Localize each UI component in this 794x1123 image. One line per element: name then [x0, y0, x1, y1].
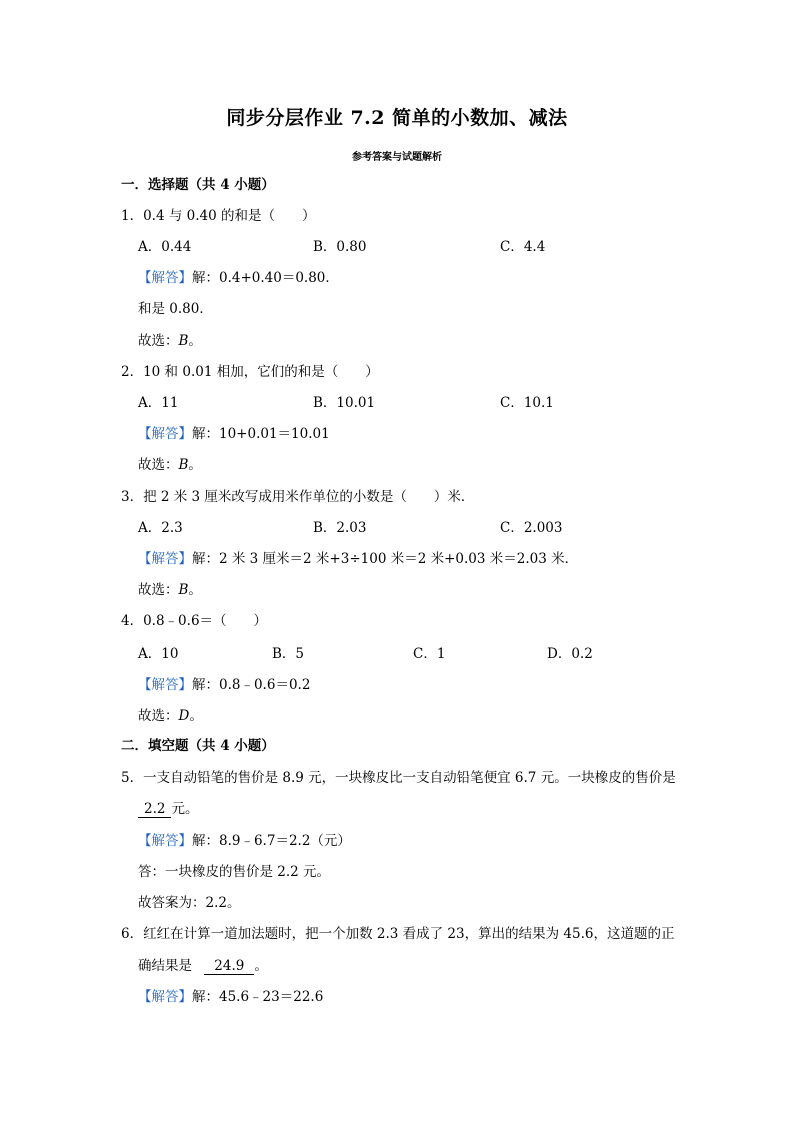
choice-answer: D: [178, 708, 190, 724]
question-2-option-a: A．11: [138, 395, 179, 411]
choice-end: 。: [188, 582, 202, 598]
question-1-solution: [138, 269, 339, 287]
document-subtitle: 参考答案与试题解析: [352, 152, 442, 163]
question-5-solution: [138, 832, 351, 850]
choice-label: 故选：: [138, 708, 179, 724]
question-4-option-b: B．5: [272, 646, 305, 662]
solution-text: 解：0.8﹣0.6＝0.2: [192, 677, 311, 693]
question-3-option-c: C．2.003: [500, 520, 563, 536]
question-3-solution: [138, 550, 578, 568]
solution-text: 解：45.6﹣23＝22.6: [192, 989, 324, 1005]
choice-end: 。: [188, 457, 202, 473]
question-4-solution: [138, 676, 310, 694]
question-5-stem: 5．一支自动铅笔的售价是 8.9 元，一块橡皮比一支自动铅笔便宜 6.7 元。一块橡皮的售价是: [121, 770, 676, 786]
question-2-option-b: B．10.01: [313, 395, 376, 411]
question-1-option-b: B．0.80: [313, 239, 367, 255]
question-2-stem: 2．10 和 0.01 相加，它们的和是（ ）: [121, 364, 379, 380]
document-title: 同步分层作业 7.2 简单的小数加、减法: [226, 107, 568, 129]
question-4-option-a: A．10: [138, 646, 179, 662]
choice-answer: B: [178, 582, 189, 598]
choice-answer: B: [178, 333, 189, 349]
question-2-choice: [138, 456, 202, 474]
question-3-stem: 3．把 2 米 3 厘米改写成用米作单位的小数是（ ）米．: [121, 489, 475, 505]
answer-end: 。: [254, 958, 268, 974]
answer-tag: 【解答】: [138, 677, 192, 693]
solution-text: 解：2 米 3 厘米＝2 米+3÷100 米＝2 米+0.03 米＝2.03 米．: [192, 551, 579, 567]
question-1-option-a: A．0.44: [138, 239, 192, 255]
question-5-solution-line-2: 答：一块橡皮的售价是 2.2 元。: [138, 864, 331, 880]
question-3-option-b: B．2.03: [313, 520, 367, 536]
section-heading-fill: 二．填空题（共 4 小题）: [121, 738, 275, 754]
section-heading-choice: 一．选择题（共 4 小题）: [121, 177, 275, 193]
answer-tag: 【解答】: [138, 989, 192, 1005]
solution-text: 解：8.9﹣6.7＝2.2（元）: [192, 833, 351, 849]
question-5-solution-line-3: 故答案为：2.2。: [138, 895, 241, 911]
choice-end: 。: [188, 333, 202, 349]
answer-unit: 元。: [171, 801, 199, 817]
question-6-answer-line: [138, 957, 268, 975]
answer-tag: 【解答】: [138, 833, 192, 849]
stem-continuation: 确结果是: [138, 958, 192, 974]
question-4-stem: 4．0.8﹣0.6＝（ ）: [121, 613, 268, 629]
question-3-choice: [138, 581, 202, 599]
question-1-stem: 1．0.4 与 0.40 的和是（ ）: [121, 208, 316, 224]
answer-blank: 2.2: [138, 801, 171, 818]
question-4-choice: [138, 707, 203, 725]
question-3-option-a: A．2.3: [138, 520, 183, 536]
question-1-option-c: C．4.4: [500, 239, 546, 255]
answer-blank: 24.9: [204, 958, 254, 975]
question-1-solution-line-2: 和是 0.80．: [138, 301, 213, 317]
choice-answer: B: [178, 457, 189, 473]
question-6-solution: [138, 988, 323, 1006]
question-6-stem: 6．红红在计算一道加法题时，把一个加数 2.3 看成了 23，算出的结果为 45.6，这道题的正: [121, 926, 675, 942]
question-2-solution: [138, 425, 330, 443]
solution-text: 解：0.4+0.40＝0.80．: [192, 270, 339, 286]
answer-tag: 【解答】: [138, 551, 192, 567]
answer-tag: 【解答】: [138, 426, 192, 442]
choice-label: 故选：: [138, 582, 179, 598]
choice-label: 故选：: [138, 457, 179, 473]
question-4-option-d: D．0.2: [547, 646, 593, 662]
answer-tag: 【解答】: [138, 270, 192, 286]
question-4-option-c: C．1: [413, 646, 446, 662]
choice-end: 。: [189, 708, 203, 724]
solution-text: 解：10+0.01＝10.01: [192, 426, 330, 442]
question-2-option-c: C．10.1: [500, 395, 554, 411]
choice-label: 故选：: [138, 333, 179, 349]
question-5-answer-line: [138, 800, 198, 818]
question-1-choice: [138, 332, 202, 350]
